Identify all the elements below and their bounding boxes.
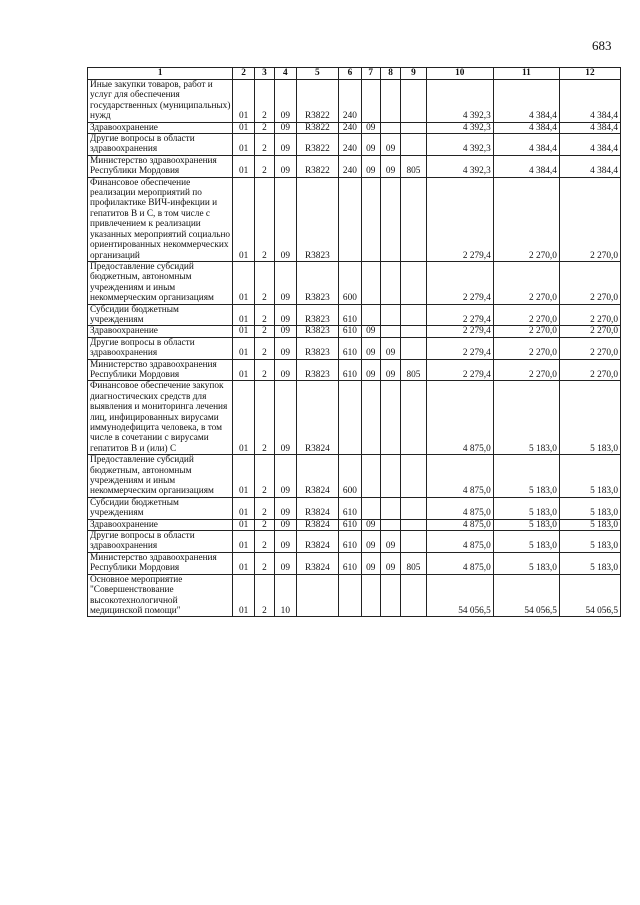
cell-c3: 2: [254, 155, 274, 177]
cell-c10: 4 875,0: [426, 531, 493, 553]
cell-c8: [380, 80, 400, 123]
row-description: Предоставление субсидий бюджетным, автономным учреждениям и иным некоммерческим организациям: [88, 261, 233, 304]
cell-c7: [361, 177, 380, 261]
column-header: 10: [426, 68, 493, 80]
cell-c8: 09: [380, 155, 400, 177]
cell-c12: 2 270,0: [559, 261, 620, 304]
table-row: [88, 359, 621, 381]
cell-c8: [380, 519, 400, 530]
cell-c11: 4 384,4: [493, 155, 559, 177]
cell-c7: [361, 497, 380, 519]
cell-c11: 4 384,4: [493, 134, 559, 156]
cell-c9: [401, 326, 426, 337]
cell-c12: 2 270,0: [559, 326, 620, 337]
cell-c2: 01: [233, 304, 254, 326]
row-description: Здравоохранение: [88, 519, 233, 530]
cell-c2: 01: [233, 122, 254, 133]
cell-c7: [361, 304, 380, 326]
cell-c7: 09: [361, 531, 380, 553]
cell-c12: 5 183,0: [559, 497, 620, 519]
table-row: [88, 177, 621, 261]
cell-c9: [401, 381, 426, 455]
cell-c4: 09: [275, 455, 296, 498]
cell-c3: 2: [254, 326, 274, 337]
cell-c2: 01: [233, 80, 254, 123]
cell-c9: [401, 519, 426, 530]
cell-c4: 09: [275, 304, 296, 326]
table-row: [88, 552, 621, 574]
cell-c2: 01: [233, 261, 254, 304]
cell-c6: 610: [339, 497, 361, 519]
cell-c8: [380, 326, 400, 337]
cell-c5: [296, 574, 339, 617]
cell-c2: 01: [233, 177, 254, 261]
cell-c11: 2 270,0: [493, 359, 559, 381]
column-header: 12: [559, 68, 620, 80]
row-description: Другие вопросы в области здравоохранения: [88, 337, 233, 359]
table-row: [88, 381, 621, 455]
column-header: 6: [339, 68, 361, 80]
cell-c4: 09: [275, 326, 296, 337]
cell-c8: 09: [380, 337, 400, 359]
column-header: 3: [254, 68, 274, 80]
cell-c4: 09: [275, 261, 296, 304]
cell-c2: 01: [233, 519, 254, 530]
cell-c6: 240: [339, 134, 361, 156]
row-description: Другие вопросы в области здравоохранения: [88, 134, 233, 156]
cell-c11: 4 384,4: [493, 122, 559, 133]
cell-c12: 2 270,0: [559, 359, 620, 381]
cell-c11: 54 056,5: [493, 574, 559, 617]
cell-c3: 2: [254, 337, 274, 359]
cell-c11: 5 183,0: [493, 381, 559, 455]
cell-c4: 09: [275, 519, 296, 530]
cell-c6: 610: [339, 326, 361, 337]
cell-c10: 4 875,0: [426, 552, 493, 574]
cell-c5: R3824: [296, 455, 339, 498]
cell-c6: 610: [339, 304, 361, 326]
cell-c6: 240: [339, 155, 361, 177]
cell-c11: 5 183,0: [493, 552, 559, 574]
cell-c11: 4 384,4: [493, 80, 559, 123]
cell-c3: 2: [254, 177, 274, 261]
cell-c12: 4 384,4: [559, 122, 620, 133]
cell-c5: R3823: [296, 177, 339, 261]
cell-c10: 4 392,3: [426, 134, 493, 156]
cell-c6: 610: [339, 552, 361, 574]
cell-c8: [380, 455, 400, 498]
cell-c5: R3823: [296, 337, 339, 359]
cell-c3: 2: [254, 261, 274, 304]
cell-c11: 2 270,0: [493, 304, 559, 326]
cell-c3: 2: [254, 574, 274, 617]
cell-c10: 4 875,0: [426, 455, 493, 498]
row-description: Другие вопросы в области здравоохранения: [88, 531, 233, 553]
cell-c12: 5 183,0: [559, 552, 620, 574]
table-header-row: [88, 68, 621, 80]
cell-c2: 01: [233, 326, 254, 337]
table-row: [88, 122, 621, 133]
cell-c12: 2 270,0: [559, 304, 620, 326]
cell-c12: 5 183,0: [559, 519, 620, 530]
cell-c7: 09: [361, 326, 380, 337]
cell-c2: 01: [233, 155, 254, 177]
cell-c10: 2 279,4: [426, 359, 493, 381]
cell-c12: 5 183,0: [559, 531, 620, 553]
cell-c6: 610: [339, 359, 361, 381]
cell-c8: 09: [380, 134, 400, 156]
cell-c2: 01: [233, 552, 254, 574]
cell-c3: 2: [254, 359, 274, 381]
cell-c8: [380, 304, 400, 326]
column-header: 11: [493, 68, 559, 80]
cell-c2: 01: [233, 337, 254, 359]
cell-c9: [401, 80, 426, 123]
cell-c11: 2 270,0: [493, 337, 559, 359]
cell-c12: 2 270,0: [559, 337, 620, 359]
table-row: [88, 304, 621, 326]
cell-c3: 2: [254, 497, 274, 519]
cell-c6: [339, 177, 361, 261]
cell-c5: R3824: [296, 519, 339, 530]
cell-c11: 5 183,0: [493, 519, 559, 530]
cell-c11: 5 183,0: [493, 531, 559, 553]
row-description: Финансовое обеспечение закупок диагностических средств для выявления и мониторинга лечения лиц, инфицированных вирусами иммунодефицита человека, в том числе в сочетании с вирусами гепатитов В и (или) С: [88, 381, 233, 455]
column-header: 2: [233, 68, 254, 80]
cell-c6: 610: [339, 519, 361, 530]
cell-c5: R3822: [296, 134, 339, 156]
table-row: [88, 261, 621, 304]
cell-c11: 5 183,0: [493, 497, 559, 519]
cell-c7: [361, 261, 380, 304]
cell-c9: [401, 134, 426, 156]
table-row: [88, 531, 621, 553]
cell-c8: [380, 574, 400, 617]
cell-c12: 4 384,4: [559, 134, 620, 156]
cell-c6: 610: [339, 531, 361, 553]
table-row: [88, 326, 621, 337]
table-row: [88, 519, 621, 530]
cell-c5: R3824: [296, 552, 339, 574]
row-description: Здравоохранение: [88, 326, 233, 337]
cell-c10: 2 279,4: [426, 304, 493, 326]
table-row: [88, 574, 621, 617]
cell-c6: 240: [339, 122, 361, 133]
row-description: Субсидии бюджетным учреждениям: [88, 497, 233, 519]
cell-c3: 2: [254, 531, 274, 553]
cell-c9: [401, 261, 426, 304]
row-description: Министерство здравоохранения Республики Мордовия: [88, 552, 233, 574]
cell-c4: 09: [275, 177, 296, 261]
cell-c12: 5 183,0: [559, 455, 620, 498]
cell-c9: [401, 574, 426, 617]
column-header: 5: [296, 68, 339, 80]
row-description: Предоставление субсидий бюджетным, автономным учреждениям и иным некоммерческим организациям: [88, 455, 233, 498]
row-description: Министерство здравоохранения Республики Мордовия: [88, 359, 233, 381]
cell-c9: 805: [401, 155, 426, 177]
column-header: 1: [88, 68, 233, 80]
cell-c7: 09: [361, 519, 380, 530]
row-description: Субсидии бюджетным учреждениям: [88, 304, 233, 326]
cell-c9: 805: [401, 552, 426, 574]
table-row: [88, 337, 621, 359]
cell-c3: 2: [254, 304, 274, 326]
table-row: [88, 455, 621, 498]
cell-c10: 2 279,4: [426, 337, 493, 359]
cell-c10: 2 279,4: [426, 177, 493, 261]
cell-c7: [361, 80, 380, 123]
cell-c9: [401, 177, 426, 261]
cell-c2: 01: [233, 134, 254, 156]
cell-c5: R3824: [296, 531, 339, 553]
cell-c9: [401, 531, 426, 553]
cell-c12: 5 183,0: [559, 381, 620, 455]
cell-c2: 01: [233, 381, 254, 455]
cell-c10: 54 056,5: [426, 574, 493, 617]
cell-c7: 09: [361, 122, 380, 133]
cell-c10: 2 279,4: [426, 261, 493, 304]
row-description: Финансовое обеспечение реализации мероприятий по профилактике ВИЧ-инфекции и гепатитов В и С, в том числе с привлечением к реализации указанных мероприятий социально ориентированных некоммерческих организаций: [88, 177, 233, 261]
cell-c10: 4 875,0: [426, 381, 493, 455]
cell-c5: R3822: [296, 80, 339, 123]
cell-c12: 4 384,4: [559, 80, 620, 123]
cell-c4: 09: [275, 531, 296, 553]
column-header: 7: [361, 68, 380, 80]
cell-c12: 2 270,0: [559, 177, 620, 261]
budget-table: [87, 67, 621, 617]
row-description: Основное мероприятие "Совершенствование высокотехнологичной медицинской помощи": [88, 574, 233, 617]
cell-c6: 240: [339, 80, 361, 123]
cell-c5: R3822: [296, 122, 339, 133]
cell-c3: 2: [254, 80, 274, 123]
cell-c10: 4 392,3: [426, 80, 493, 123]
table-row: [88, 155, 621, 177]
cell-c4: 09: [275, 337, 296, 359]
cell-c10: 4 875,0: [426, 497, 493, 519]
cell-c6: 600: [339, 455, 361, 498]
cell-c8: [380, 177, 400, 261]
cell-c10: 2 279,4: [426, 326, 493, 337]
table-row: [88, 134, 621, 156]
cell-c12: 54 056,5: [559, 574, 620, 617]
cell-c2: 01: [233, 531, 254, 553]
cell-c5: R3822: [296, 155, 339, 177]
column-header: 4: [275, 68, 296, 80]
cell-c5: R3824: [296, 381, 339, 455]
row-description: Министерство здравоохранения Республики Мордовия: [88, 155, 233, 177]
cell-c5: R3823: [296, 326, 339, 337]
cell-c11: 5 183,0: [493, 455, 559, 498]
cell-c3: 2: [254, 552, 274, 574]
row-description: Иные закупки товаров, работ и услуг для обеспечения государственных (муниципальных) нужд: [88, 80, 233, 123]
cell-c2: 01: [233, 574, 254, 617]
cell-c11: 2 270,0: [493, 326, 559, 337]
cell-c9: [401, 455, 426, 498]
cell-c4: 09: [275, 134, 296, 156]
cell-c12: 4 384,4: [559, 155, 620, 177]
cell-c3: 2: [254, 134, 274, 156]
cell-c11: 2 270,0: [493, 177, 559, 261]
column-header: 8: [380, 68, 400, 80]
cell-c9: [401, 122, 426, 133]
page-number: 683: [592, 38, 612, 53]
cell-c4: 09: [275, 122, 296, 133]
cell-c4: 09: [275, 80, 296, 123]
row-description: Здравоохранение: [88, 122, 233, 133]
cell-c8: 09: [380, 552, 400, 574]
cell-c2: 01: [233, 497, 254, 519]
cell-c9: 805: [401, 359, 426, 381]
cell-c3: 2: [254, 455, 274, 498]
cell-c5: R3824: [296, 497, 339, 519]
cell-c7: 09: [361, 337, 380, 359]
cell-c10: 4 392,3: [426, 122, 493, 133]
cell-c7: [361, 381, 380, 455]
cell-c9: [401, 337, 426, 359]
cell-c5: R3823: [296, 359, 339, 381]
cell-c6: 600: [339, 261, 361, 304]
cell-c7: 09: [361, 359, 380, 381]
cell-c4: 09: [275, 381, 296, 455]
cell-c11: 2 270,0: [493, 261, 559, 304]
cell-c6: 610: [339, 337, 361, 359]
cell-c6: [339, 381, 361, 455]
cell-c6: [339, 574, 361, 617]
cell-c7: 09: [361, 552, 380, 574]
cell-c9: [401, 304, 426, 326]
cell-c9: [401, 497, 426, 519]
cell-c4: 09: [275, 552, 296, 574]
cell-c7: 09: [361, 134, 380, 156]
cell-c8: 09: [380, 531, 400, 553]
cell-c10: 4 875,0: [426, 519, 493, 530]
cell-c3: 2: [254, 122, 274, 133]
cell-c10: 4 392,3: [426, 155, 493, 177]
cell-c5: R3823: [296, 261, 339, 304]
cell-c7: 09: [361, 155, 380, 177]
cell-c8: [380, 122, 400, 133]
cell-c4: 10: [275, 574, 296, 617]
cell-c3: 2: [254, 519, 274, 530]
cell-c7: [361, 574, 380, 617]
cell-c7: [361, 455, 380, 498]
cell-c2: 01: [233, 455, 254, 498]
table-row: [88, 497, 621, 519]
cell-c5: R3823: [296, 304, 339, 326]
cell-c8: 09: [380, 359, 400, 381]
column-header: 9: [401, 68, 426, 80]
cell-c2: 01: [233, 359, 254, 381]
cell-c8: [380, 497, 400, 519]
table-row: [88, 80, 621, 123]
cell-c4: 09: [275, 155, 296, 177]
cell-c8: [380, 261, 400, 304]
cell-c4: 09: [275, 359, 296, 381]
cell-c4: 09: [275, 497, 296, 519]
cell-c3: 2: [254, 381, 274, 455]
cell-c8: [380, 381, 400, 455]
